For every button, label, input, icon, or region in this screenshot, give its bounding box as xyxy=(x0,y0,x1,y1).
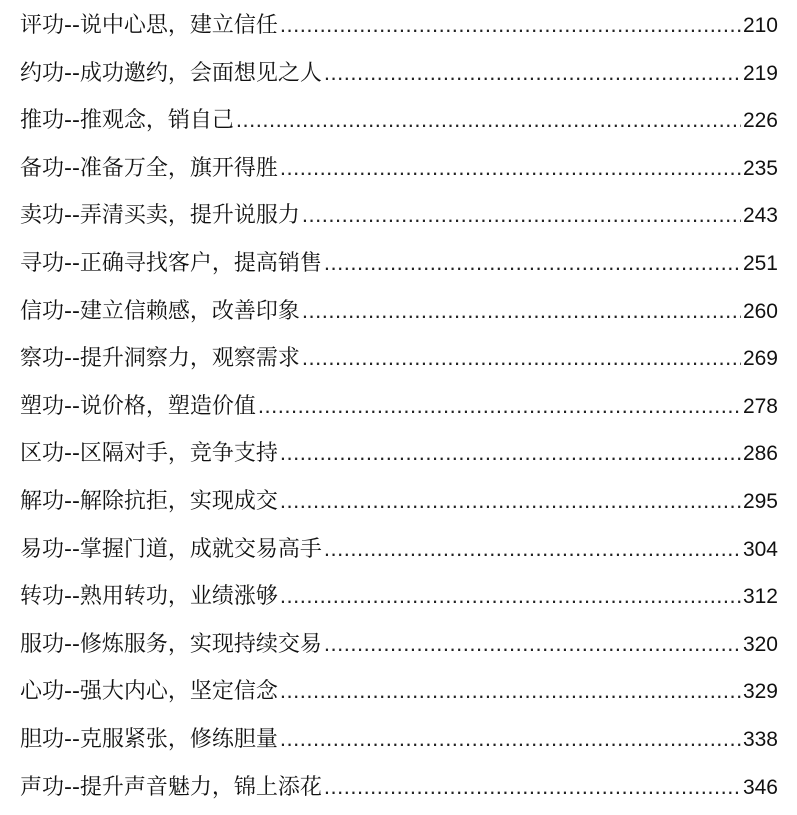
toc-leader-dots xyxy=(280,486,741,516)
toc-entry-title: 心功--强大内心，坚定信念 xyxy=(20,677,278,707)
toc-leader-dots xyxy=(324,629,741,659)
toc-entry-title: 察功--提升洞察力，观察需求 xyxy=(20,344,300,374)
toc-entry-page: 286 xyxy=(743,439,778,469)
toc-entry[interactable] xyxy=(20,339,778,387)
toc-entry-title: 塑功--说价格，塑造价值 xyxy=(20,392,256,422)
toc-entry-title: 寻功--正确寻找客户，提高销售 xyxy=(20,249,322,279)
toc-entry-title: 声功--提升声音魅力，锦上添花 xyxy=(20,773,322,803)
toc-entry[interactable] xyxy=(20,149,778,197)
toc-entry-page: 320 xyxy=(743,630,778,660)
table-of-contents xyxy=(20,0,778,815)
toc-leader-dots xyxy=(324,248,741,278)
toc-entry[interactable] xyxy=(20,672,778,720)
toc-leader-dots xyxy=(302,200,741,230)
toc-leader-dots xyxy=(258,391,741,421)
toc-leader-dots xyxy=(302,343,741,373)
toc-entry-title: 易功--掌握门道，成就交易高手 xyxy=(20,535,322,565)
toc-entry-page: 210 xyxy=(743,11,778,41)
toc-entry[interactable] xyxy=(20,577,778,625)
toc-entry-title: 信功--建立信赖感，改善印象 xyxy=(20,297,300,327)
toc-leader-dots xyxy=(280,153,741,183)
toc-leader-dots xyxy=(280,10,741,40)
toc-entry-page: 304 xyxy=(743,535,778,565)
toc-entry[interactable] xyxy=(20,482,778,530)
toc-entry-title: 卖功--弄清买卖，提升说服力 xyxy=(20,201,300,231)
toc-entry-page: 329 xyxy=(743,677,778,707)
toc-entry-title: 推功--推观念，销自己 xyxy=(20,106,234,136)
toc-entry-page: 312 xyxy=(743,582,778,612)
toc-leader-dots xyxy=(280,438,741,468)
toc-entry[interactable] xyxy=(20,720,778,768)
toc-entry-page: 235 xyxy=(743,154,778,184)
toc-entry[interactable] xyxy=(20,434,778,482)
toc-entry-title: 转功--熟用转功，业绩涨够 xyxy=(20,582,278,612)
toc-entry-title: 评功--说中心思，建立信任 xyxy=(20,11,278,41)
toc-entry-page: 219 xyxy=(743,59,778,89)
toc-entry[interactable] xyxy=(20,530,778,578)
toc-entry-page: 338 xyxy=(743,725,778,755)
toc-leader-dots xyxy=(280,724,741,754)
toc-entry-page: 243 xyxy=(743,201,778,231)
toc-entry-page: 251 xyxy=(743,249,778,279)
toc-entry-page: 278 xyxy=(743,392,778,422)
toc-leader-dots xyxy=(302,296,741,326)
toc-entry-title: 备功--准备万全，旗开得胜 xyxy=(20,154,278,184)
toc-leader-dots xyxy=(324,772,741,802)
toc-entry[interactable] xyxy=(20,54,778,102)
toc-entry-title: 服功--修炼服务，实现持续交易 xyxy=(20,630,322,660)
toc-entry[interactable] xyxy=(20,244,778,292)
toc-entry-page: 269 xyxy=(743,344,778,374)
toc-entry[interactable] xyxy=(20,387,778,435)
toc-entry-title: 区功--区隔对手，竞争支持 xyxy=(20,439,278,469)
toc-entry-page: 226 xyxy=(743,106,778,136)
toc-entry-page: 295 xyxy=(743,487,778,517)
toc-entry[interactable] xyxy=(20,6,778,54)
toc-entry[interactable] xyxy=(20,768,778,815)
toc-leader-dots xyxy=(280,581,741,611)
toc-leader-dots xyxy=(324,58,741,88)
toc-leader-dots xyxy=(236,105,741,135)
toc-entry[interactable] xyxy=(20,101,778,149)
toc-leader-dots xyxy=(324,534,741,564)
toc-entry[interactable] xyxy=(20,625,778,673)
toc-entry[interactable] xyxy=(20,292,778,340)
toc-entry-page: 260 xyxy=(743,297,778,327)
toc-entry-title: 胆功--克服紧张，修练胆量 xyxy=(20,725,278,755)
toc-entry-title: 解功--解除抗拒，实现成交 xyxy=(20,487,278,517)
toc-entry-title: 约功--成功邀约，会面想见之人 xyxy=(20,59,322,89)
toc-leader-dots xyxy=(280,676,741,706)
toc-entry-page: 346 xyxy=(743,773,778,803)
toc-entry[interactable] xyxy=(20,196,778,244)
